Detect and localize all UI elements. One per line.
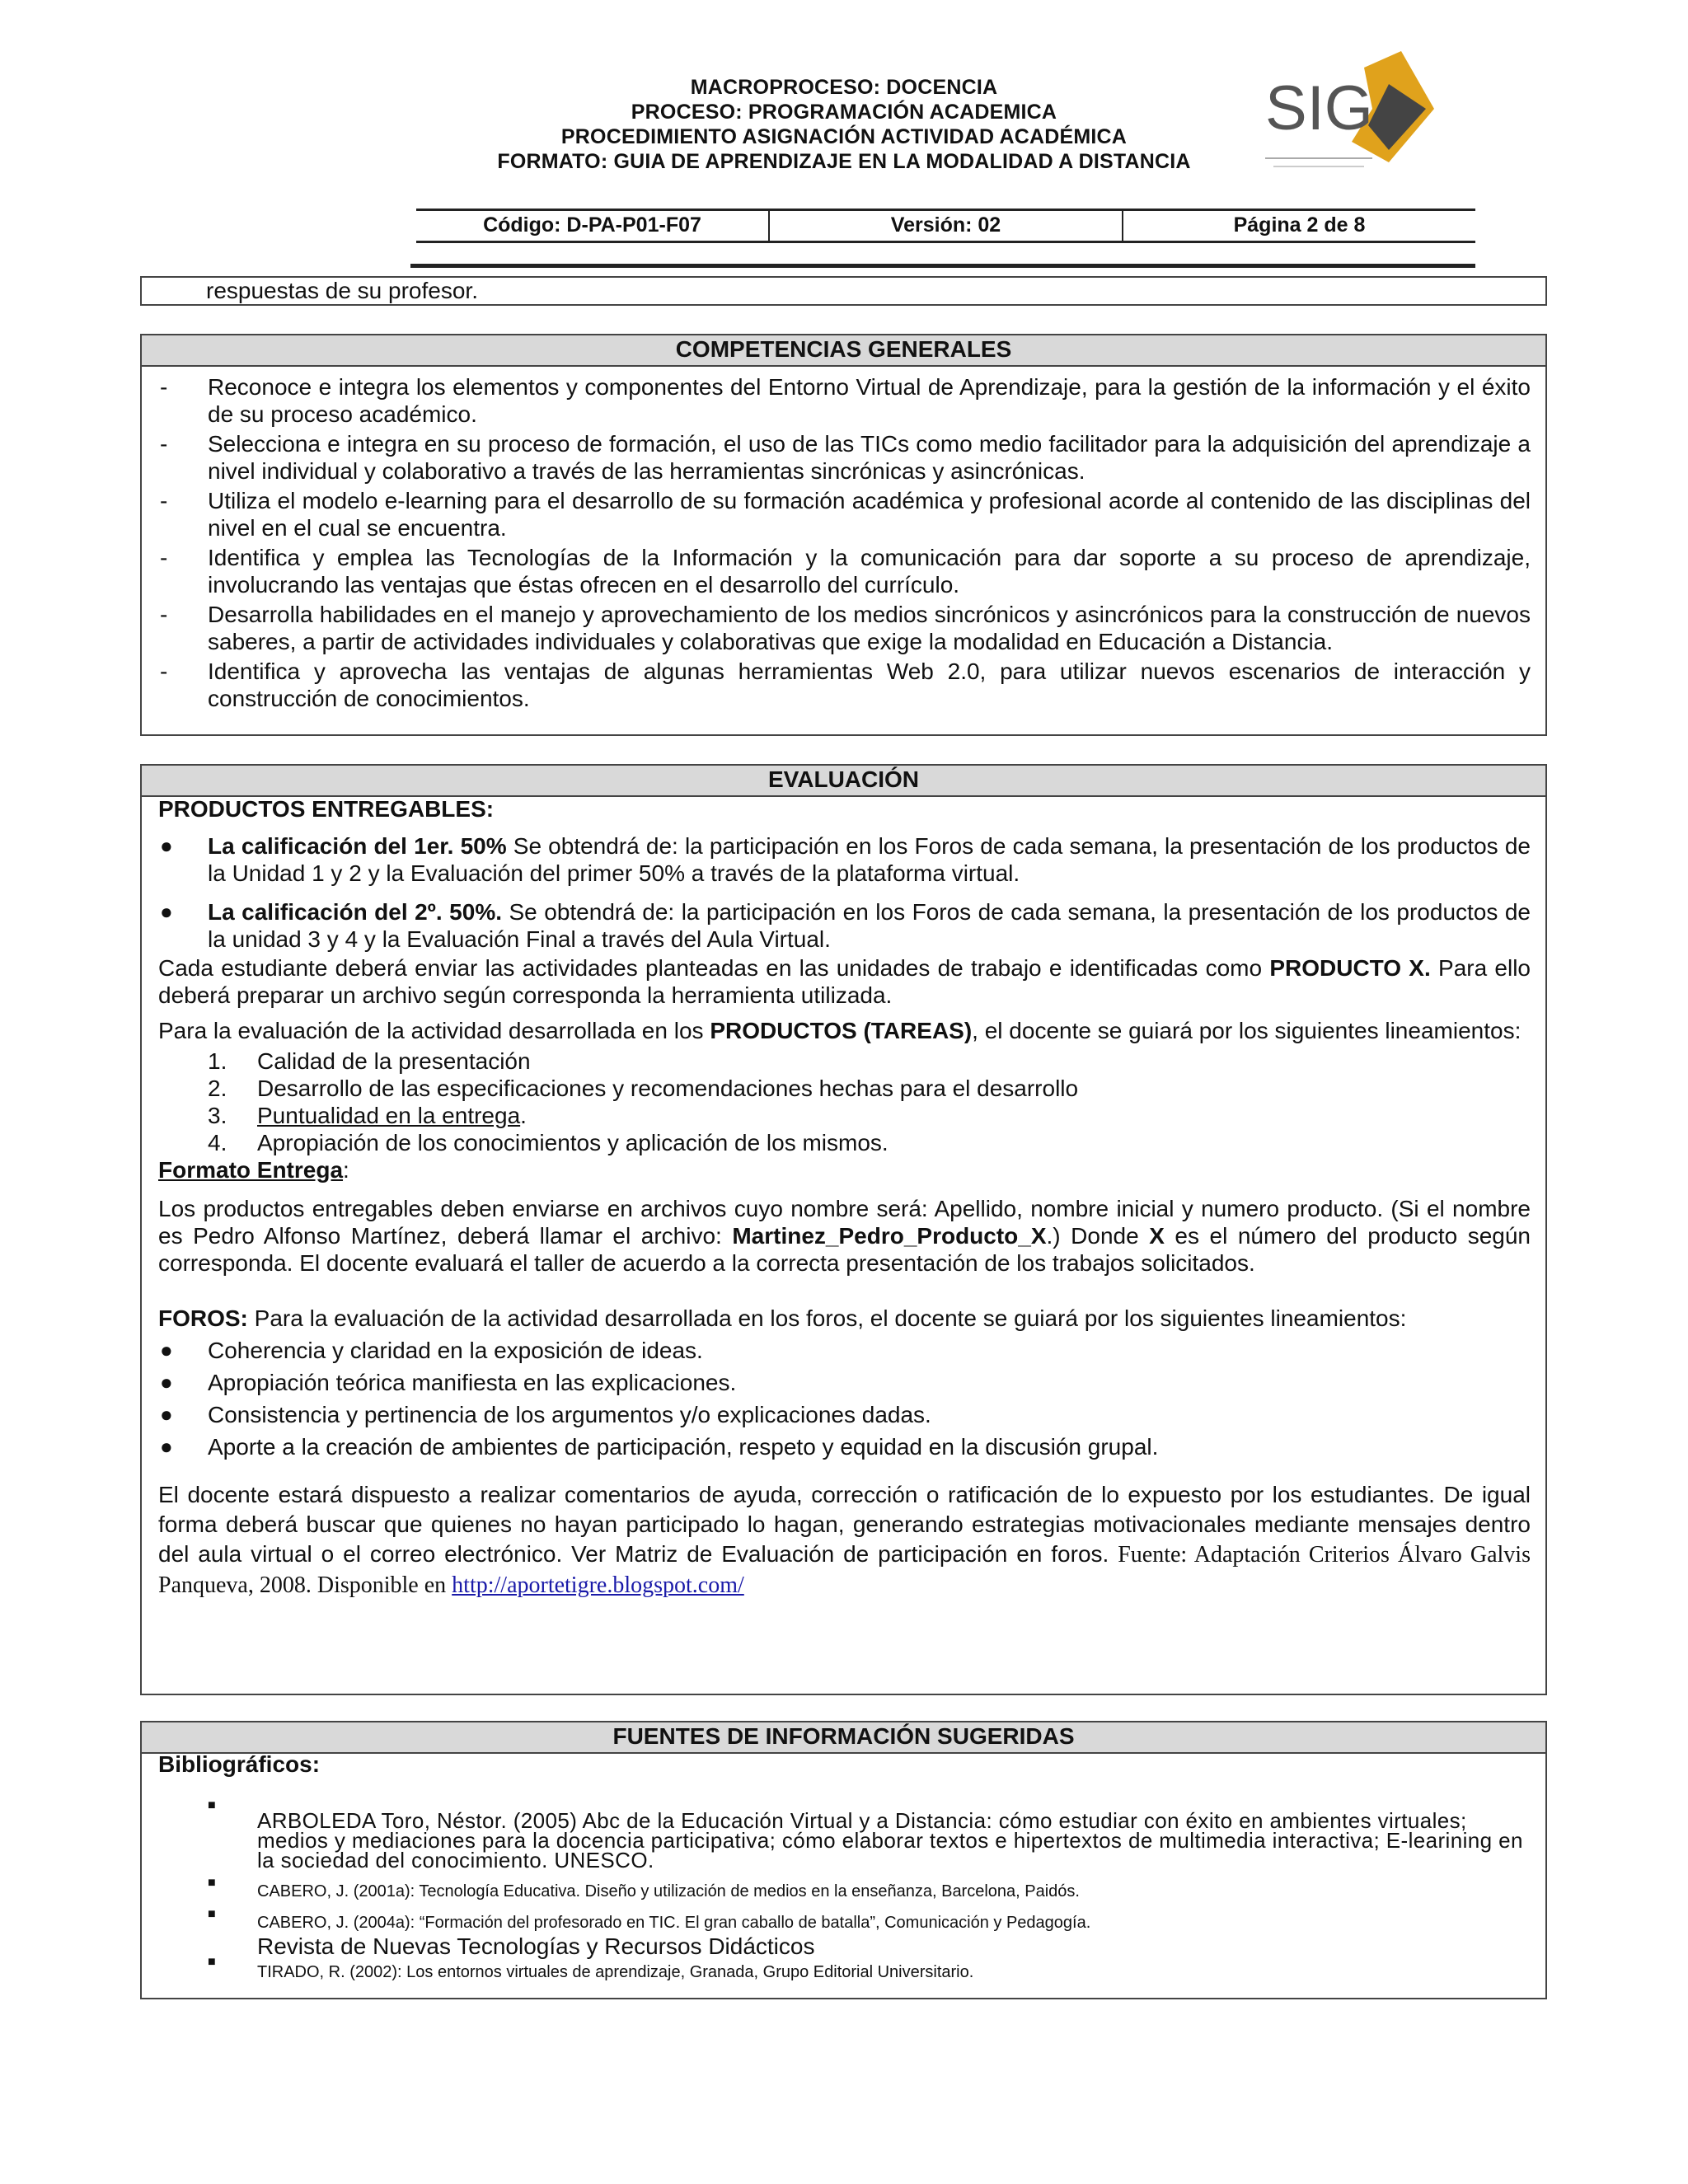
pagina-cell: Página 2 de 8 bbox=[1233, 213, 1366, 237]
continuation-box bbox=[140, 276, 1547, 306]
calificacion-1: ● La calificación del 1er. 50% Se obtendrá de: la participación en los Foros de cada semana, la presentación de los productos de la Unidad 1 y 2 y la Evaluación del primer 50% a través de la plataforma virtual. bbox=[160, 833, 1531, 886]
formato-entrega-paragraph: Los productos entregables deben enviarse en archivos cuyo nombre será: Apellido, nombre inicial y numero producto. (Si el nombre es Pedro Alfonso Martínez, deberá llamar el archivo: Martinez_Pedro_Producto_X.) Donde X es el número del producto según corresponda. El docente evaluará el taller de acuerdo a la correcta presentación de los trabajos solicitados. bbox=[158, 1196, 1531, 1276]
code-table bbox=[416, 209, 1475, 243]
reference-item: ■ CABERO, J. (2001a): Tecnología Educativa. Diseño y utilización de medios en la enseñanza, Barcelona, Paidós. bbox=[208, 1876, 1080, 1900]
procedimiento-title: PROCEDIMIENTO ASIGNACIÓN ACTIVIDAD ACADÉMICA bbox=[560, 125, 1128, 148]
foros-paragraph: FOROS: Para la evaluación de la actividad desarrollada en los foros, el docente se guiará por los siguientes lineamientos: bbox=[158, 1305, 1407, 1331]
competencias-title: COMPETENCIAS GENERALES bbox=[142, 335, 1545, 367]
foro-criterio: ● Consistencia y pertinencia de los argumentos y/o explicaciones dadas. bbox=[160, 1402, 931, 1427]
evaluacion-section bbox=[140, 764, 1547, 1695]
competencia-item: - Utiliza el modelo e-learning para el desarrollo de su formación académica y profesional acorde al contenido de las disciplinas del nivel en el cual se encuentra. bbox=[160, 488, 1531, 541]
formato-entrega-label: Formato Entrega: bbox=[158, 1157, 349, 1183]
evaluacion-title: EVALUACIÓN bbox=[142, 766, 1545, 797]
reference-item: ■ TIRADO, R. (2002): Los entornos virtuales de aprendizaje, Granada, Grupo Editorial Universitario. bbox=[208, 1955, 974, 1981]
fuente-link[interactable]: http://aportetigre.blogspot.com/ bbox=[452, 1572, 744, 1598]
productos-label: PRODUCTOS ENTREGABLES: bbox=[158, 796, 495, 822]
foro-criterio: ● Coherencia y claridad en la exposición de ideas. bbox=[160, 1338, 703, 1363]
competencia-item: - Identifica y emplea las Tecnologías de la Información y la comunicación para dar soporte a su proceso de aprendizaje, involucrando las ventajas que éstas ofrecen en el desarrollo del currículo. bbox=[160, 545, 1531, 598]
reference-item: Revista de Nuevas Tecnologías y Recursos Didácticos bbox=[257, 1933, 815, 1959]
reference-item: ■ ARBOLEDA Toro, Néstor. (2005) Abc de la Educación Virtual y a Distancia: cómo estudiar con éxito en ambientes virtuales; medios y mediaciones para la docencia participativa; cómo elaborar textos e hipertextos de multimedia interactiva; E-learining en la sociedad del conocimiento. UNESCO. bbox=[208, 1798, 1523, 1872]
foro-criterio: ● Aporte a la creación de ambientes de participación, respeto y equidad en la discusión grupal. bbox=[160, 1434, 1159, 1460]
criterio-item: 3. Puntualidad en la entrega. bbox=[208, 1103, 527, 1128]
criterio-item: 2. Desarrollo de las especificaciones y recomendaciones hechas para el desarrollo bbox=[208, 1076, 1079, 1101]
macroproceso-title: MACROPROCESO: DOCENCIA bbox=[690, 76, 998, 99]
competencia-item: - Identifica y aprovecha las ventajas de algunas herramientas Web 2.0, para utilizar nuevos escenarios de interacción y construcción de conocimientos. bbox=[160, 658, 1531, 711]
bibliograficos-label: Bibliográficos: bbox=[158, 1751, 321, 1777]
competencia-item: - Desarrolla habilidades en el manejo y aprovechamiento de los medios sincrónicos y asincrónicos para la construcción de nuevos saberes, a partir de actividades individuales y colaborativas que exige la modalidad en Educación a Distancia. bbox=[160, 602, 1531, 654]
lineamientos-paragraph: Para la evaluación de la actividad desarrollada en los PRODUCTOS (TAREAS), el docente se guiará por los siguientes lineamientos: bbox=[158, 1018, 1522, 1043]
header-rule bbox=[410, 264, 1475, 268]
calificacion-2: ● La calificación del 2º. 50%. Se obtendrá de: la participación en los Foros de cada semana, la presentación de los productos de la unidad 3 y 4 y la Evaluación Final a través del Aula Virtual. bbox=[160, 899, 1531, 952]
fuentes-title: FUENTES DE INFORMACIÓN SUGERIDAS bbox=[142, 1722, 1545, 1754]
criterio-item: 4. Apropiación de los conocimientos y aplicación de los mismos. bbox=[208, 1130, 889, 1155]
reference-item: ■ CABERO, J. (2004a): “Formación del profesorado en TIC. El gran caballo de batalla”, Comunicación y Pedagogía. bbox=[208, 1907, 1091, 1932]
fuentes-section bbox=[140, 1721, 1547, 1999]
codigo-cell: Código: D-PA-P01-F07 bbox=[416, 211, 770, 241]
criterio-item: 1. Calidad de la presentación bbox=[208, 1048, 531, 1074]
competencia-item: - Reconoce e integra los elementos y componentes del Entorno Virtual de Aprendizaje, para la gestión de la información y el éxito de su proceso académico. bbox=[160, 374, 1531, 427]
sig-logo bbox=[1265, 51, 1438, 183]
continuation-text: respuestas de su profesor. bbox=[206, 278, 478, 303]
proceso-title: PROCESO: PROGRAMACIÓN ACADEMICA bbox=[631, 101, 1057, 124]
version-cell: Versión: 02 bbox=[770, 211, 1123, 241]
competencia-item: - Selecciona e integra en su proceso de formación, el uso de las TICs como medio facilitador para la adquisición del aprendizaje a nivel individual y colaborativo a través de las herramientas sincrónicas y asincrónicas. bbox=[160, 431, 1531, 484]
foro-criterio: ● Apropiación teórica manifiesta en las explicaciones. bbox=[160, 1370, 737, 1395]
sig-logo-text: SIG bbox=[1265, 73, 1373, 143]
competencias-section bbox=[140, 334, 1547, 736]
docente-paragraph: El docente estará dispuesto a realizar comentarios de ayuda, corrección o ratificación de lo expuesto por los estudiantes. De igual forma deberá buscar que quienes no hayan participado lo hagan, generando estrategias motivacionales mediante mensajes dentro del aula virtual o el correo electrónico. Ver Matriz de Evaluación de participación en foros. Fuente: Adaptación Criterios Álvaro Galvis Panqueva, 2008. Disponible en http://aportetigre.blogspot.com/ bbox=[158, 1482, 1531, 1598]
formato-title: FORMATO: GUIA DE APRENDIZAJE EN LA MODALIDAD A DISTANCIA bbox=[497, 150, 1191, 173]
envio-paragraph: Cada estudiante deberá enviar las actividades planteadas en las unidades de trabajo e identificadas como PRODUCTO X. Para ello deberá preparar un archivo según corresponda la herramienta utilizada. bbox=[158, 955, 1531, 1008]
